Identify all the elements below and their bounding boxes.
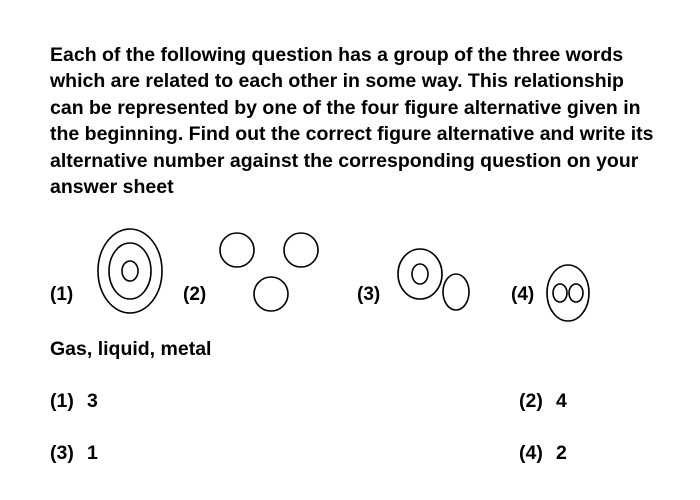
- figure-2-label: (2): [183, 284, 207, 305]
- option-3[interactable]: [50, 442, 98, 465]
- option-2[interactable]: [519, 390, 567, 413]
- option-number: (4): [519, 442, 543, 464]
- outer-circle: [98, 229, 162, 313]
- figure-2-separate-circles: [215, 228, 325, 318]
- inner-circle-left: [553, 284, 567, 302]
- figure-3-label: (3): [357, 284, 381, 305]
- outer-circle: [398, 249, 442, 299]
- separate-circle: [443, 274, 469, 310]
- option-value: 1: [87, 442, 98, 464]
- option-value: 3: [87, 390, 98, 412]
- option-1[interactable]: [50, 390, 98, 413]
- option-value: 2: [556, 442, 567, 464]
- option-4[interactable]: [519, 442, 567, 465]
- inner-circle-right: [569, 284, 583, 302]
- question-text: Gas, liquid, metal: [50, 338, 212, 360]
- instructions-paragraph: Each of the following question has a group of the three words which are related to each other in some way. This relationship can be represented by one of the four figure alternative given in the beginning. Find out the correct figure alternative and write its alternative number against the corresponding question on your answer sheet: [50, 44, 654, 199]
- inner-circle: [122, 261, 138, 281]
- figure-1-concentric-circles: [96, 226, 166, 316]
- option-number: (3): [50, 442, 74, 464]
- option-number: (1): [50, 390, 74, 412]
- option-value: 4: [556, 390, 567, 412]
- figure-1-label: (1): [50, 284, 74, 305]
- figure-4-two-inside-one: [545, 258, 595, 328]
- circle-a: [220, 233, 254, 267]
- figure-4-label: (4): [511, 284, 535, 305]
- middle-circle: [109, 243, 151, 299]
- circle-b: [284, 233, 318, 267]
- figure-3-nested-plus-separate: [394, 242, 474, 322]
- option-number: (2): [519, 390, 543, 412]
- inner-circle: [412, 264, 428, 284]
- circle-c: [254, 277, 288, 311]
